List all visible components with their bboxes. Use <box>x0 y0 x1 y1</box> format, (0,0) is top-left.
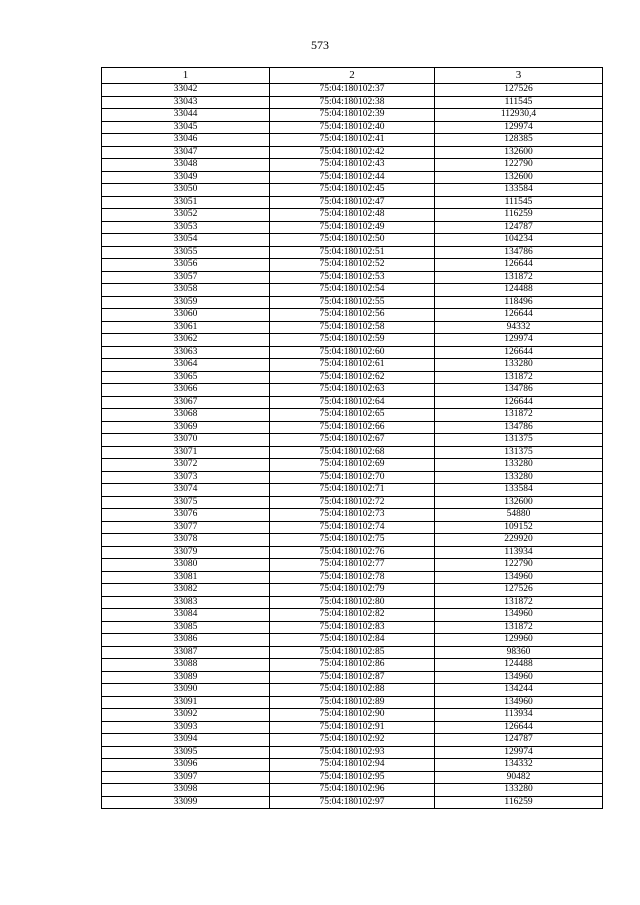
table-row <box>102 734 603 747</box>
value-cell: 133280 <box>435 471 603 484</box>
row-number-cell: 33090 <box>102 684 270 697</box>
cadastral-number-cell: 75:04:180102:71 <box>270 484 435 497</box>
cadastral-number-cell: 75:04:180102:75 <box>270 534 435 547</box>
cadastral-number-cell: 75:04:180102:86 <box>270 659 435 672</box>
cadastral-number-cell: 75:04:180102:47 <box>270 196 435 209</box>
cadastral-number-cell: 75:04:180102:96 <box>270 784 435 797</box>
table-row <box>102 221 603 234</box>
cadastral-number-cell: 75:04:180102:52 <box>270 259 435 272</box>
value-cell: 133584 <box>435 484 603 497</box>
table-row <box>102 759 603 772</box>
table-row <box>102 671 603 684</box>
value-cell: 127526 <box>435 584 603 597</box>
row-number-cell: 33062 <box>102 334 270 347</box>
cadastral-number-cell: 75:04:180102:66 <box>270 421 435 434</box>
value-cell: 134786 <box>435 421 603 434</box>
row-number-cell: 33070 <box>102 434 270 447</box>
row-number-cell: 33078 <box>102 534 270 547</box>
cadastral-number-cell: 75:04:180102:84 <box>270 634 435 647</box>
row-number-cell: 33087 <box>102 646 270 659</box>
table-row <box>102 509 603 522</box>
row-number-cell: 33083 <box>102 596 270 609</box>
table-row <box>102 696 603 709</box>
cadastral-number-cell: 75:04:180102:79 <box>270 584 435 597</box>
table-row <box>102 796 603 809</box>
table-row <box>102 609 603 622</box>
cadastral-number-cell: 75:04:180102:37 <box>270 84 435 97</box>
cadastral-number-cell: 75:04:180102:87 <box>270 671 435 684</box>
value-cell: 133280 <box>435 784 603 797</box>
value-cell: 94332 <box>435 321 603 334</box>
cadastral-number-cell: 75:04:180102:61 <box>270 359 435 372</box>
table-row <box>102 459 603 472</box>
cadastral-number-cell: 75:04:180102:78 <box>270 571 435 584</box>
value-cell: 104234 <box>435 234 603 247</box>
row-number-cell: 33058 <box>102 284 270 297</box>
cadastral-number-cell: 75:04:180102:92 <box>270 734 435 747</box>
data-table <box>101 67 603 809</box>
value-cell: 131872 <box>435 371 603 384</box>
cadastral-number-cell: 75:04:180102:63 <box>270 384 435 397</box>
table-row <box>102 496 603 509</box>
table-row <box>102 346 603 359</box>
value-cell: 113934 <box>435 546 603 559</box>
row-number-cell: 33047 <box>102 146 270 159</box>
value-cell: 124787 <box>435 221 603 234</box>
cadastral-number-cell: 75:04:180102:58 <box>270 321 435 334</box>
value-cell: 131872 <box>435 271 603 284</box>
cadastral-number-cell: 75:04:180102:94 <box>270 759 435 772</box>
cadastral-number-cell: 75:04:180102:91 <box>270 721 435 734</box>
value-cell: 118496 <box>435 296 603 309</box>
row-number-cell: 33061 <box>102 321 270 334</box>
table-row <box>102 396 603 409</box>
value-cell: 111545 <box>435 196 603 209</box>
table-row <box>102 634 603 647</box>
value-cell: 128385 <box>435 134 603 147</box>
cadastral-number-cell: 75:04:180102:64 <box>270 396 435 409</box>
value-cell: 122790 <box>435 159 603 172</box>
column-header-1: 1 <box>102 68 270 84</box>
header-row <box>102 68 603 84</box>
table-row <box>102 521 603 534</box>
row-number-cell: 33048 <box>102 159 270 172</box>
row-number-cell: 33068 <box>102 409 270 422</box>
table-row <box>102 421 603 434</box>
cadastral-number-cell: 75:04:180102:38 <box>270 96 435 109</box>
value-cell: 122790 <box>435 559 603 572</box>
row-number-cell: 33099 <box>102 796 270 809</box>
row-number-cell: 33085 <box>102 621 270 634</box>
row-number-cell: 33097 <box>102 771 270 784</box>
table-row <box>102 746 603 759</box>
row-number-cell: 33095 <box>102 746 270 759</box>
table-row <box>102 271 603 284</box>
value-cell: 129960 <box>435 634 603 647</box>
row-number-cell: 33063 <box>102 346 270 359</box>
row-number-cell: 33071 <box>102 446 270 459</box>
table-row <box>102 184 603 197</box>
row-number-cell: 33042 <box>102 84 270 97</box>
table-row <box>102 559 603 572</box>
table-row <box>102 546 603 559</box>
cadastral-number-cell: 75:04:180102:73 <box>270 509 435 522</box>
cadastral-number-cell: 75:04:180102:77 <box>270 559 435 572</box>
table-row <box>102 134 603 147</box>
row-number-cell: 33077 <box>102 521 270 534</box>
value-cell: 127526 <box>435 84 603 97</box>
cadastral-number-cell: 75:04:180102:43 <box>270 159 435 172</box>
cadastral-number-cell: 75:04:180102:39 <box>270 109 435 122</box>
cadastral-number-cell: 75:04:180102:51 <box>270 246 435 259</box>
cadastral-number-cell: 75:04:180102:45 <box>270 184 435 197</box>
table-row <box>102 209 603 222</box>
value-cell: 109152 <box>435 521 603 534</box>
row-number-cell: 33055 <box>102 246 270 259</box>
table-row <box>102 771 603 784</box>
table-row <box>102 371 603 384</box>
cadastral-number-cell: 75:04:180102:42 <box>270 146 435 159</box>
cadastral-number-cell: 75:04:180102:95 <box>270 771 435 784</box>
cadastral-number-cell: 75:04:180102:56 <box>270 309 435 322</box>
table-row <box>102 784 603 797</box>
table-row <box>102 171 603 184</box>
value-cell: 54880 <box>435 509 603 522</box>
row-number-cell: 33059 <box>102 296 270 309</box>
cadastral-number-cell: 75:04:180102:41 <box>270 134 435 147</box>
value-cell: 111545 <box>435 96 603 109</box>
row-number-cell: 33093 <box>102 721 270 734</box>
value-cell: 126644 <box>435 396 603 409</box>
table-row <box>102 296 603 309</box>
value-cell: 134244 <box>435 684 603 697</box>
value-cell: 129974 <box>435 746 603 759</box>
value-cell: 126644 <box>435 721 603 734</box>
row-number-cell: 33053 <box>102 221 270 234</box>
value-cell: 133280 <box>435 359 603 372</box>
cadastral-number-cell: 75:04:180102:59 <box>270 334 435 347</box>
value-cell: 133584 <box>435 184 603 197</box>
table-row <box>102 146 603 159</box>
value-cell: 131872 <box>435 596 603 609</box>
page-number: 573 <box>311 38 329 52</box>
cadastral-number-cell: 75:04:180102:53 <box>270 271 435 284</box>
table-row <box>102 434 603 447</box>
table-row <box>102 196 603 209</box>
row-number-cell: 33072 <box>102 459 270 472</box>
cadastral-number-cell: 75:04:180102:55 <box>270 296 435 309</box>
cadastral-number-cell: 75:04:180102:97 <box>270 796 435 809</box>
cadastral-number-cell: 75:04:180102:60 <box>270 346 435 359</box>
table-row <box>102 659 603 672</box>
table-row <box>102 484 603 497</box>
cadastral-number-cell: 75:04:180102:80 <box>270 596 435 609</box>
cadastral-number-cell: 75:04:180102:93 <box>270 746 435 759</box>
table-row <box>102 384 603 397</box>
row-number-cell: 33089 <box>102 671 270 684</box>
table-row <box>102 534 603 547</box>
row-number-cell: 33064 <box>102 359 270 372</box>
value-cell: 133280 <box>435 459 603 472</box>
value-cell: 124787 <box>435 734 603 747</box>
cadastral-number-cell: 75:04:180102:40 <box>270 121 435 134</box>
table-row <box>102 284 603 297</box>
row-number-cell: 33056 <box>102 259 270 272</box>
table-row <box>102 471 603 484</box>
table-row <box>102 121 603 134</box>
row-number-cell: 33076 <box>102 509 270 522</box>
cadastral-number-cell: 75:04:180102:90 <box>270 709 435 722</box>
cadastral-number-cell: 75:04:180102:67 <box>270 434 435 447</box>
cadastral-number-cell: 75:04:180102:70 <box>270 471 435 484</box>
row-number-cell: 33084 <box>102 609 270 622</box>
value-cell: 134960 <box>435 671 603 684</box>
table-row <box>102 409 603 422</box>
table-row <box>102 109 603 122</box>
row-number-cell: 33092 <box>102 709 270 722</box>
value-cell: 116259 <box>435 209 603 222</box>
cadastral-number-cell: 75:04:180102:68 <box>270 446 435 459</box>
cadastral-number-cell: 75:04:180102:54 <box>270 284 435 297</box>
row-number-cell: 33050 <box>102 184 270 197</box>
table-row <box>102 359 603 372</box>
table-row <box>102 159 603 172</box>
value-cell: 124488 <box>435 284 603 297</box>
table-row <box>102 309 603 322</box>
table-row <box>102 234 603 247</box>
table-row <box>102 684 603 697</box>
table-row <box>102 721 603 734</box>
row-number-cell: 33057 <box>102 271 270 284</box>
cadastral-number-cell: 75:04:180102:50 <box>270 234 435 247</box>
value-cell: 131375 <box>435 434 603 447</box>
table-row <box>102 596 603 609</box>
row-number-cell: 33054 <box>102 234 270 247</box>
row-number-cell: 33067 <box>102 396 270 409</box>
table-row <box>102 321 603 334</box>
value-cell: 116259 <box>435 796 603 809</box>
column-header-2: 2 <box>270 68 435 84</box>
row-number-cell: 33044 <box>102 109 270 122</box>
table-row <box>102 334 603 347</box>
row-number-cell: 33091 <box>102 696 270 709</box>
cadastral-number-cell: 75:04:180102:69 <box>270 459 435 472</box>
value-cell: 134786 <box>435 384 603 397</box>
value-cell: 132600 <box>435 171 603 184</box>
row-number-cell: 33066 <box>102 384 270 397</box>
table-row <box>102 584 603 597</box>
value-cell: 134332 <box>435 759 603 772</box>
cadastral-number-cell: 75:04:180102:72 <box>270 496 435 509</box>
value-cell: 132600 <box>435 146 603 159</box>
value-cell: 129974 <box>435 334 603 347</box>
table-row <box>102 84 603 97</box>
column-header-3: 3 <box>435 68 603 84</box>
row-number-cell: 33043 <box>102 96 270 109</box>
cadastral-number-cell: 75:04:180102:49 <box>270 221 435 234</box>
table-row <box>102 446 603 459</box>
table-header <box>102 68 603 84</box>
table-row <box>102 709 603 722</box>
table-row <box>102 96 603 109</box>
row-number-cell: 33065 <box>102 371 270 384</box>
row-number-cell: 33060 <box>102 309 270 322</box>
value-cell: 126644 <box>435 309 603 322</box>
cadastral-number-cell: 75:04:180102:48 <box>270 209 435 222</box>
row-number-cell: 33075 <box>102 496 270 509</box>
value-cell: 129974 <box>435 121 603 134</box>
table-body <box>102 84 603 809</box>
row-number-cell: 33045 <box>102 121 270 134</box>
cadastral-number-cell: 75:04:180102:44 <box>270 171 435 184</box>
value-cell: 134960 <box>435 696 603 709</box>
row-number-cell: 33073 <box>102 471 270 484</box>
row-number-cell: 33074 <box>102 484 270 497</box>
value-cell: 229920 <box>435 534 603 547</box>
row-number-cell: 33080 <box>102 559 270 572</box>
cadastral-number-cell: 75:04:180102:74 <box>270 521 435 534</box>
table-row <box>102 571 603 584</box>
value-cell: 134960 <box>435 609 603 622</box>
value-cell: 134960 <box>435 571 603 584</box>
cadastral-number-cell: 75:04:180102:82 <box>270 609 435 622</box>
value-cell: 124488 <box>435 659 603 672</box>
cadastral-number-cell: 75:04:180102:76 <box>270 546 435 559</box>
value-cell: 126644 <box>435 259 603 272</box>
table-row <box>102 646 603 659</box>
table-row <box>102 259 603 272</box>
row-number-cell: 33086 <box>102 634 270 647</box>
value-cell: 126644 <box>435 346 603 359</box>
row-number-cell: 33069 <box>102 421 270 434</box>
value-cell: 134786 <box>435 246 603 259</box>
cadastral-number-cell: 75:04:180102:62 <box>270 371 435 384</box>
table-row <box>102 621 603 634</box>
value-cell: 112930,4 <box>435 109 603 122</box>
table-row <box>102 246 603 259</box>
row-number-cell: 33094 <box>102 734 270 747</box>
row-number-cell: 33052 <box>102 209 270 222</box>
row-number-cell: 33046 <box>102 134 270 147</box>
value-cell: 90482 <box>435 771 603 784</box>
cadastral-number-cell: 75:04:180102:83 <box>270 621 435 634</box>
row-number-cell: 33049 <box>102 171 270 184</box>
value-cell: 113934 <box>435 709 603 722</box>
cadastral-number-cell: 75:04:180102:88 <box>270 684 435 697</box>
row-number-cell: 33051 <box>102 196 270 209</box>
cadastral-number-cell: 75:04:180102:89 <box>270 696 435 709</box>
value-cell: 131872 <box>435 409 603 422</box>
row-number-cell: 33079 <box>102 546 270 559</box>
value-cell: 132600 <box>435 496 603 509</box>
value-cell: 98360 <box>435 646 603 659</box>
row-number-cell: 33096 <box>102 759 270 772</box>
row-number-cell: 33088 <box>102 659 270 672</box>
value-cell: 131872 <box>435 621 603 634</box>
cadastral-number-cell: 75:04:180102:85 <box>270 646 435 659</box>
row-number-cell: 33098 <box>102 784 270 797</box>
cadastral-number-cell: 75:04:180102:65 <box>270 409 435 422</box>
row-number-cell: 33082 <box>102 584 270 597</box>
row-number-cell: 33081 <box>102 571 270 584</box>
value-cell: 131375 <box>435 446 603 459</box>
